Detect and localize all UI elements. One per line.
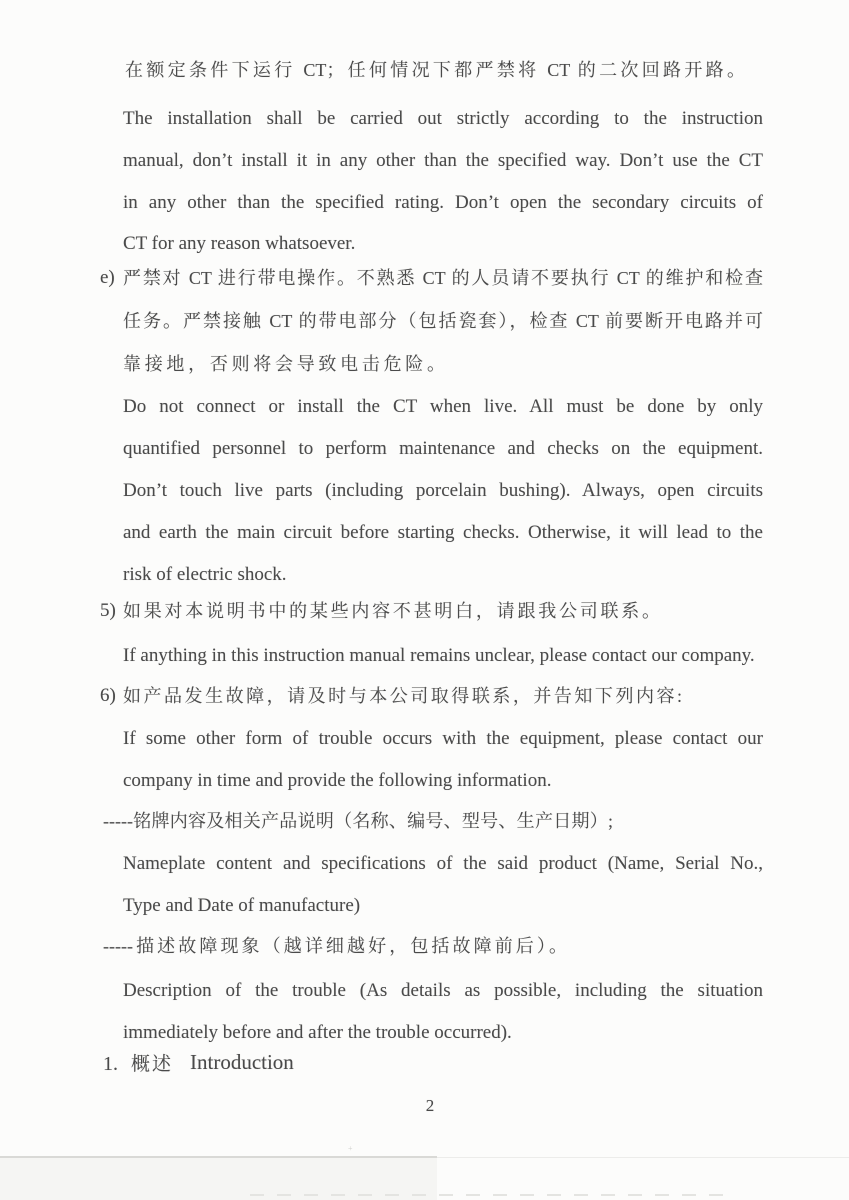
en-line: manual, don’t install it in any other than the specified way. Don’t use the CT — [123, 150, 763, 171]
cn-line: 在额定条件下运行 CT；任何情况下都严禁将 CT 的二次回路开路。 — [125, 60, 745, 80]
en-line: and earth the main circuit before starting checks. Otherwise, it will lead to the — [123, 522, 763, 543]
en-line: Do not connect or install the CT when live. All must be done by only — [123, 396, 763, 417]
scan-artifact-speck: + — [348, 1144, 353, 1153]
en-line: quantified personnel to perform maintenance and checks on the equipment. — [123, 438, 763, 459]
cn-line: 任务。严禁接触 CT 的带电部分（包括瓷套），检查 CT 前要断开电路并可 — [123, 311, 763, 331]
heading-title-cn: 概述 — [131, 1054, 174, 1075]
heading-number: 1. — [103, 1053, 118, 1075]
en-line: If anything in this instruction manual remains unclear, please contact our company. — [123, 645, 755, 666]
en-line: in any other than the specified rating. Don’t open the secondary circuits of — [123, 192, 763, 213]
dash-line: -----描述故障现象（越详细越好，包括故障前后）。 — [103, 936, 567, 956]
en-line: The installation shall be carried out strictly according to the instruction — [123, 108, 763, 129]
en-line: Type and Date of manufacture) — [123, 895, 361, 916]
en-line: CT for any reason whatsoever. — [123, 233, 356, 254]
list-marker: 6) — [100, 685, 116, 706]
en-line: Nameplate content and specifications of the said product (Name, Serial No., — [123, 853, 763, 874]
list-marker: 5) — [100, 600, 116, 621]
list-marker: e) — [100, 267, 115, 288]
scan-artifact-bottom-dashes — [250, 1194, 730, 1196]
dash-line: -----铭牌内容及相关产品说明（名称、编号、型号、生产日期）; — [103, 811, 613, 831]
cn-line: 如果对本说明书中的某些内容不甚明白，请跟我公司联系。 — [123, 601, 660, 621]
en-line: immediately before and after the trouble occurred). — [123, 1022, 512, 1043]
en-line: Description of the trouble (As details as possible, including the situation — [123, 980, 763, 1001]
en-line: If some other form of trouble occurs with the equipment, please contact our — [123, 728, 763, 749]
page-number: 2 — [425, 1096, 435, 1115]
en-line: company in time and provide the following information. — [123, 770, 552, 791]
heading-title-en: Introduction — [190, 1050, 294, 1074]
en-line: Don’t touch live parts (including porcelain bushing). Always, open circuits — [123, 480, 763, 501]
cn-line: 如产品发生故障，请及时与本公司取得联系，并告知下列内容: — [123, 686, 682, 706]
cn-line: 靠接地，否则将会导致电击危险。 — [123, 354, 445, 374]
cn-line: 严禁对 CT 进行带电操作。不熟悉 CT 的人员请不要执行 CT 的维护和检查 — [123, 268, 763, 288]
en-line: risk of electric shock. — [123, 564, 287, 585]
